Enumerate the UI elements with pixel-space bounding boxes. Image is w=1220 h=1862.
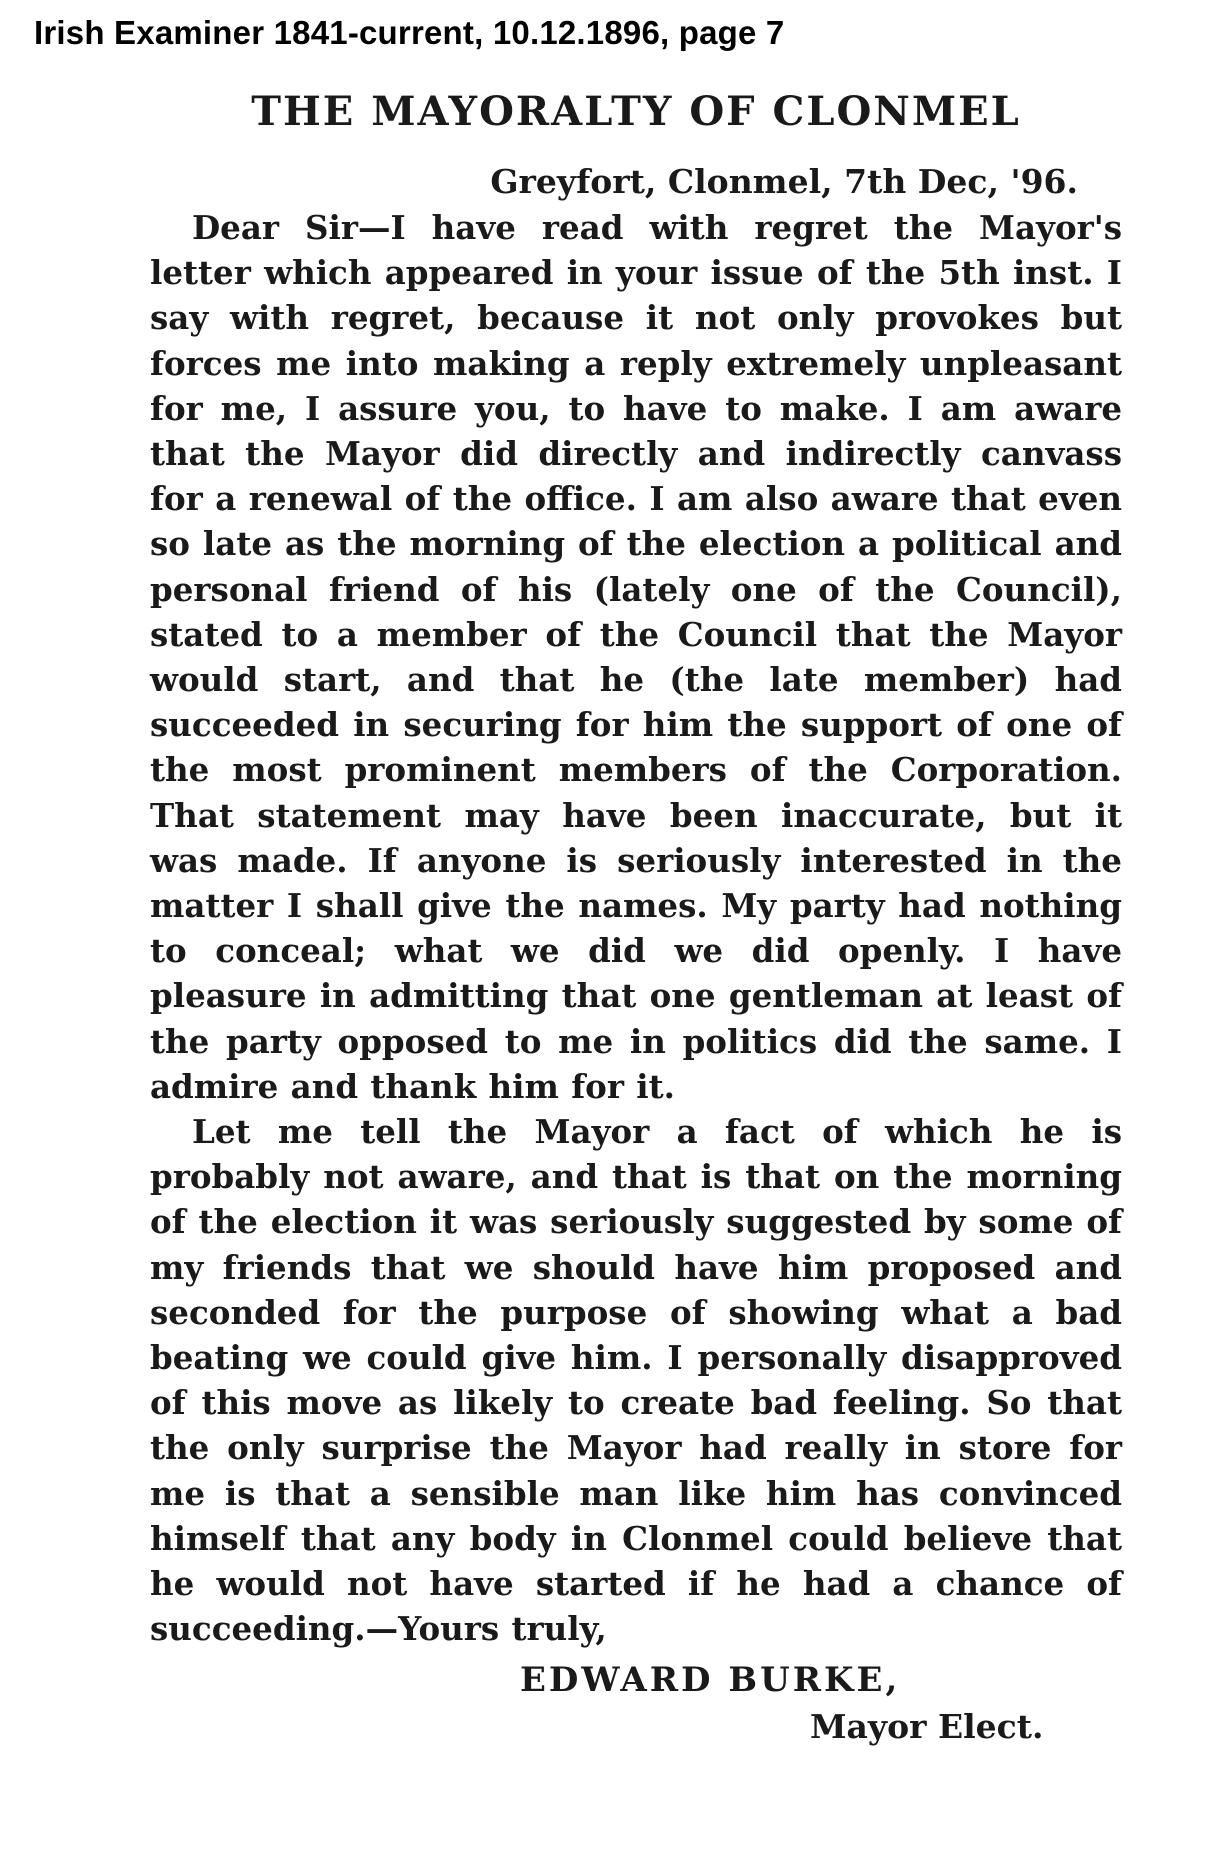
source-citation: Irish Examiner 1841-current, 10.12.1896, page 7 [34,14,785,51]
article-headline: THE MAYORALTY OF CLONMEL [251,88,1021,135]
article-dateline: Greyfort, Clonmel, 7th Dec, '96. [490,162,1078,201]
article-paragraph-1: Dear Sir—I have read with regret the Mayor's letter which appeared in your issue of the 5th inst. I say with regret, because it not only provokes but forces me into making a reply extremely unpleasant for me, I assure you, to have to make. I am aware that the Mayor did directly and indirectly canvass for a renewal of the office. I am also aware that even so late as the morning of the election a political and personal friend of his (lately one of the Council), stated to a member of the Council that the Mayor would start, and that he (the late member) had succeeded in securing for him the support of one of the most prominent members of the Corporation. That statement may have been inaccurate, but it was made. If anyone is seriously interested in the matter I shall give the names. My party had nothing to conceal; what we did we did openly. I have pleasure in admitting that one gentleman at least of the party opposed to me in politics did the same. I admire and thank him for it. [150,208,1122,1106]
article-paragraph-2: Let me tell the Mayor a fact of which he is probably not aware, and that is that on the morning of the election it was seriously suggested by some of my friends that we should have him proposed and seconded for the purpose of showing what a bad beating we could give him. I personally disapproved of this move as likely to create bad feeling. So that the only surprise the Mayor had really in store for me is that a sensible man like him has convinced himself that any body in Clonmel could believe that he would not have started if he had a chance of succeeding.—Yours truly, [150,1112,1122,1649]
article-signature: EDWARD BURKE, [520,1659,901,1700]
newspaper-clipping [150,80,1122,1750]
article-signature-title: Mayor Elect. [810,1706,1044,1746]
